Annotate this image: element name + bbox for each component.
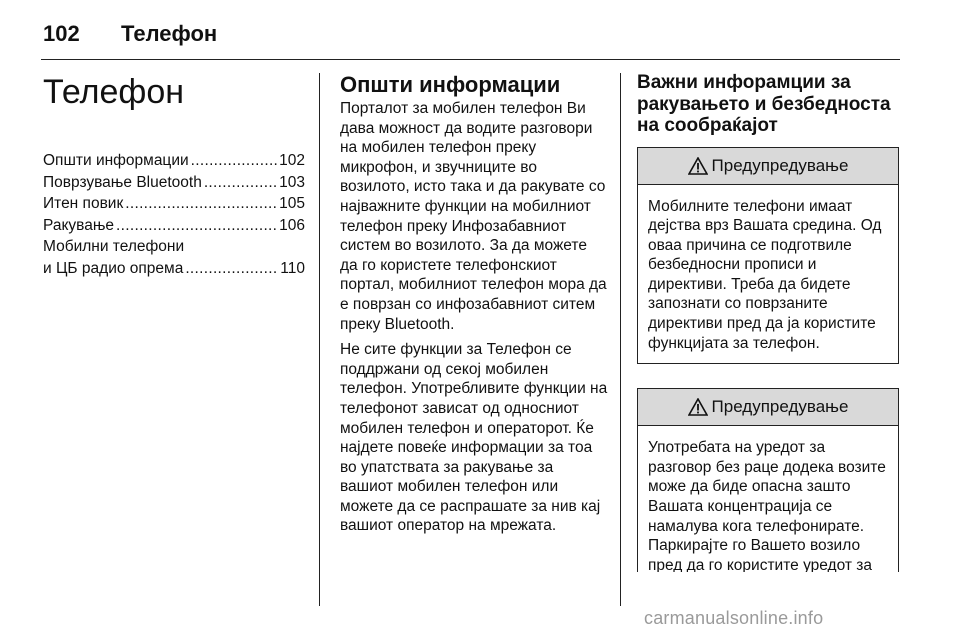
- column-divider-right: [620, 73, 621, 606]
- warning-triangle-icon: [688, 157, 708, 175]
- toc-entry[interactable]: [43, 215, 305, 237]
- warning-text: Употребата на уредот за разговор без раце додека возите може да биде опасна зашто Вашата концентрација се намалува кога телефонирате. Паркирајте го Вашето возило пред да го користите уредот за: [648, 439, 886, 573]
- toc-entry-page: 106: [279, 216, 305, 234]
- warning-text: Мобилните телефони имаат дејства врз Вашата средина. Од оваа причина се подготвиле безбедносни прописи и директиви. Треба да бидете запознати со поврзаните директиви пред да ја користите функцијата за телефон.: [648, 197, 882, 352]
- toc-entry-title: Општи информации: [43, 152, 189, 169]
- toc-entry[interactable]: [43, 236, 305, 279]
- warning-box: [637, 147, 899, 365]
- section-heading: Општи информации: [340, 72, 561, 97]
- paragraph: Не сите функции за Телефон се поддржани од секој мобилен телефон. Употребливите функции на телефонот зависат од односниот мобилен телефон и операторот. Ќе најдете повеќе информации за тоа во упатствата за ракување за вашиот мобилен телефон или можете да се распрашате за нив кај вашиот оператор на мрежата.: [340, 341, 608, 535]
- paragraph: Порталот за мобилен телефон Ви дава можност да водите разговори на мобилен телефон преку микрофон, и звучниците во возилото, исто така и да ракувате со најважните функции на мобилниот телефон преку Инфозабавниот систем во возилото. За да можете да го користете телефонскиот портал, мобилниот телефон мора да е поврзан со инфозабавниот ситем преку Bluetooth.: [340, 100, 607, 333]
- toc-leader: [116, 215, 277, 237]
- right-column: [637, 72, 899, 572]
- left-column: [43, 72, 305, 279]
- toc-entry-page: 102: [279, 152, 305, 169]
- header-rule: [41, 59, 900, 60]
- toc-entry-page: 105: [279, 195, 305, 212]
- section-heading: Важни инфорамции за ракувањето и безбедноста на сообраќајот: [637, 72, 891, 136]
- warning-header: [638, 389, 898, 426]
- chapter-title: Телефон: [121, 21, 218, 46]
- section-title: Телефон: [43, 73, 185, 111]
- page-header: [43, 14, 217, 54]
- middle-column: [340, 72, 608, 536]
- warning-triangle-icon: [688, 398, 708, 416]
- toc-leader: [125, 193, 277, 215]
- page-number: 102: [43, 21, 80, 46]
- toc-entry-title-line1: Мобилни телефони: [43, 238, 185, 255]
- toc-entry-page: 103: [279, 173, 305, 191]
- table-of-contents: [43, 150, 305, 279]
- toc-entry-title: Поврзување Bluetooth: [43, 173, 202, 191]
- warning-box: [637, 388, 899, 572]
- toc-entry-title: Ракување: [43, 216, 115, 234]
- toc-entry[interactable]: [43, 150, 305, 172]
- column-divider-left: [319, 73, 320, 606]
- watermark: carmanualsonline.info: [644, 608, 824, 628]
- toc-entry-title: и ЦБ радио опрема: [43, 259, 184, 277]
- warning-header: [638, 148, 898, 185]
- toc-entry[interactable]: [43, 193, 305, 215]
- toc-entry-title: Итен повик: [43, 195, 124, 212]
- toc-leader: [204, 172, 277, 194]
- toc-leader: [191, 150, 277, 172]
- toc-leader: [185, 258, 278, 280]
- toc-entry[interactable]: [43, 172, 305, 194]
- warning-label: Предупредување: [711, 155, 849, 175]
- warning-label: Предупредување: [711, 397, 849, 417]
- toc-entry-page: 110: [280, 259, 305, 277]
